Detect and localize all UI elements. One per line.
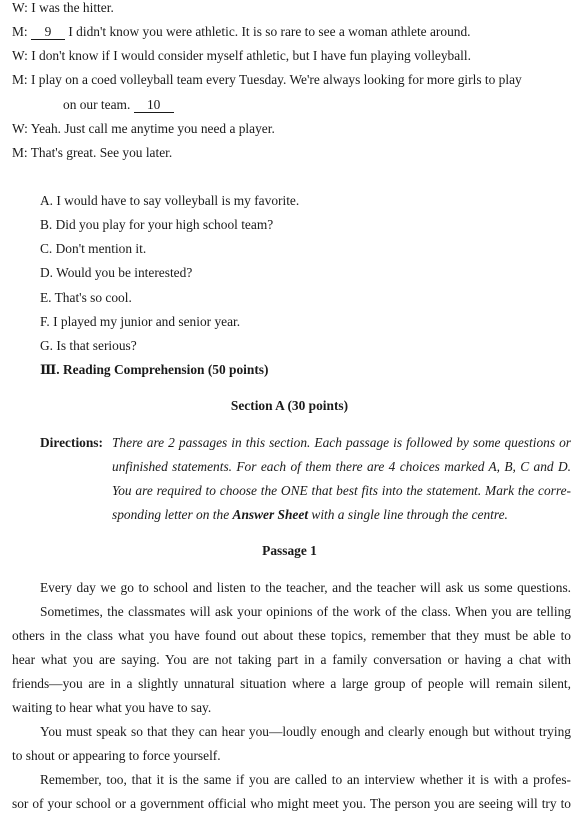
passage-line: Sometimes, the classmates will ask your opinions of the work of the class. When you are telling [40,604,571,619]
option-b: B. Did you play for your high school team? [40,217,274,232]
passage-line: others in the class what you have found out about these topics, remember that they must be able to [12,628,571,643]
passage-line: hear what you are saying. You are not taking part in a family conversation or having a chat with [12,652,571,667]
dialogue-line-4-cont [63,97,174,113]
passage-line: Remember, too, that it is the same if you are called to an interview whether it is with a profes- [40,772,571,787]
passage-title: Passage 1 [262,543,317,558]
answer-blank-10: 10 [134,98,174,113]
directions-line-1: There are 2 passages in this section. Each passage is followed by some questions or [112,435,571,450]
speaker-label: M [12,24,24,39]
dialogue-line-6: M: That's great. See you later. [12,145,173,160]
speaker-label: M [12,145,24,160]
section-heading: Ⅲ. Reading Comprehension (50 points) [40,362,269,377]
speaker-label: W [12,121,25,136]
section-a-title: Section A (30 points) [230,398,349,413]
dialogue-line-3: W: I don't know if I would consider myself athletic, but I have fun playing volleyball. [12,48,471,63]
dialogue-text: That's great. See you later. [30,145,173,160]
answer-sheet-term: Answer Sheet [232,507,309,522]
option-g: G. Is that serious? [40,338,137,353]
passage-line: waiting to hear what you have to say. [12,700,212,715]
dialogue-text: I was the hitter. [31,0,114,15]
option-e: E. That's so cool. [40,290,132,305]
dialogue-line-5: W: Yeah. Just call me anytime you need a player. [12,121,275,136]
option-c: C. Don't mention it. [40,241,147,256]
dialogue-text: I play on a coed volleyball team every Tuesday. We're always looking for more girls to play [31,72,522,87]
dialogue-line-4: M: I play on a coed volleyball team every Tuesday. We're always looking for more girls to play [12,72,522,87]
speaker-label: M [12,72,24,87]
speaker-label: W [12,48,25,63]
option-d: D. Would you be interested? [40,265,193,280]
answer-blank-9: 9 [31,25,65,40]
dialogue-text: I didn't know you were athletic. It is so rare to see a woman athlete around. [68,24,471,39]
directions-line-4 [112,507,508,523]
passage-line: You must speak so that they can hear you—loudly enough and clearly enough but without trying [40,724,571,739]
passage-line: Every day we go to school and listen to the teacher, and the teacher will ask us some questions. [40,580,571,595]
dialogue-line-2: M: 9 I didn't know you were athletic. It is so rare to see a woman athlete around. [12,24,471,39]
passage-line: friends—you are in a slightly unnatural situation where a large group of people will remain silent, [12,676,571,691]
dialogue-text: I don't know if I would consider myself athletic, but I have fun playing volleyball. [31,48,471,63]
directions-line-2: unfinished statements. For each of them there are 4 choices marked A, B, C and D. [112,459,571,474]
directions-line-3: You are required to choose the ONE that best fits into the statement. Mark the corre- [112,483,571,498]
dialogue-line-1: W: I was the hitter. [12,0,114,15]
option-f: F. I played my junior and senior year. [40,314,241,329]
option-a: A. I would have to say volleyball is my favorite. [40,193,300,208]
dialogue-text: on our team. [63,97,131,112]
directions-text: sponding letter on the [112,507,233,522]
speaker-label: W [12,0,25,15]
passage-line: sor of your school or a government official who might meet you. The person you are seeing will try to [12,796,571,811]
dialogue-text: Yeah. Just call me anytime you need a player. [30,121,275,136]
passage-line: to shout or appearing to force yourself. [12,748,221,763]
directions-label: Directions: [40,435,103,450]
directions-text: with a single line through the centre. [308,507,508,522]
